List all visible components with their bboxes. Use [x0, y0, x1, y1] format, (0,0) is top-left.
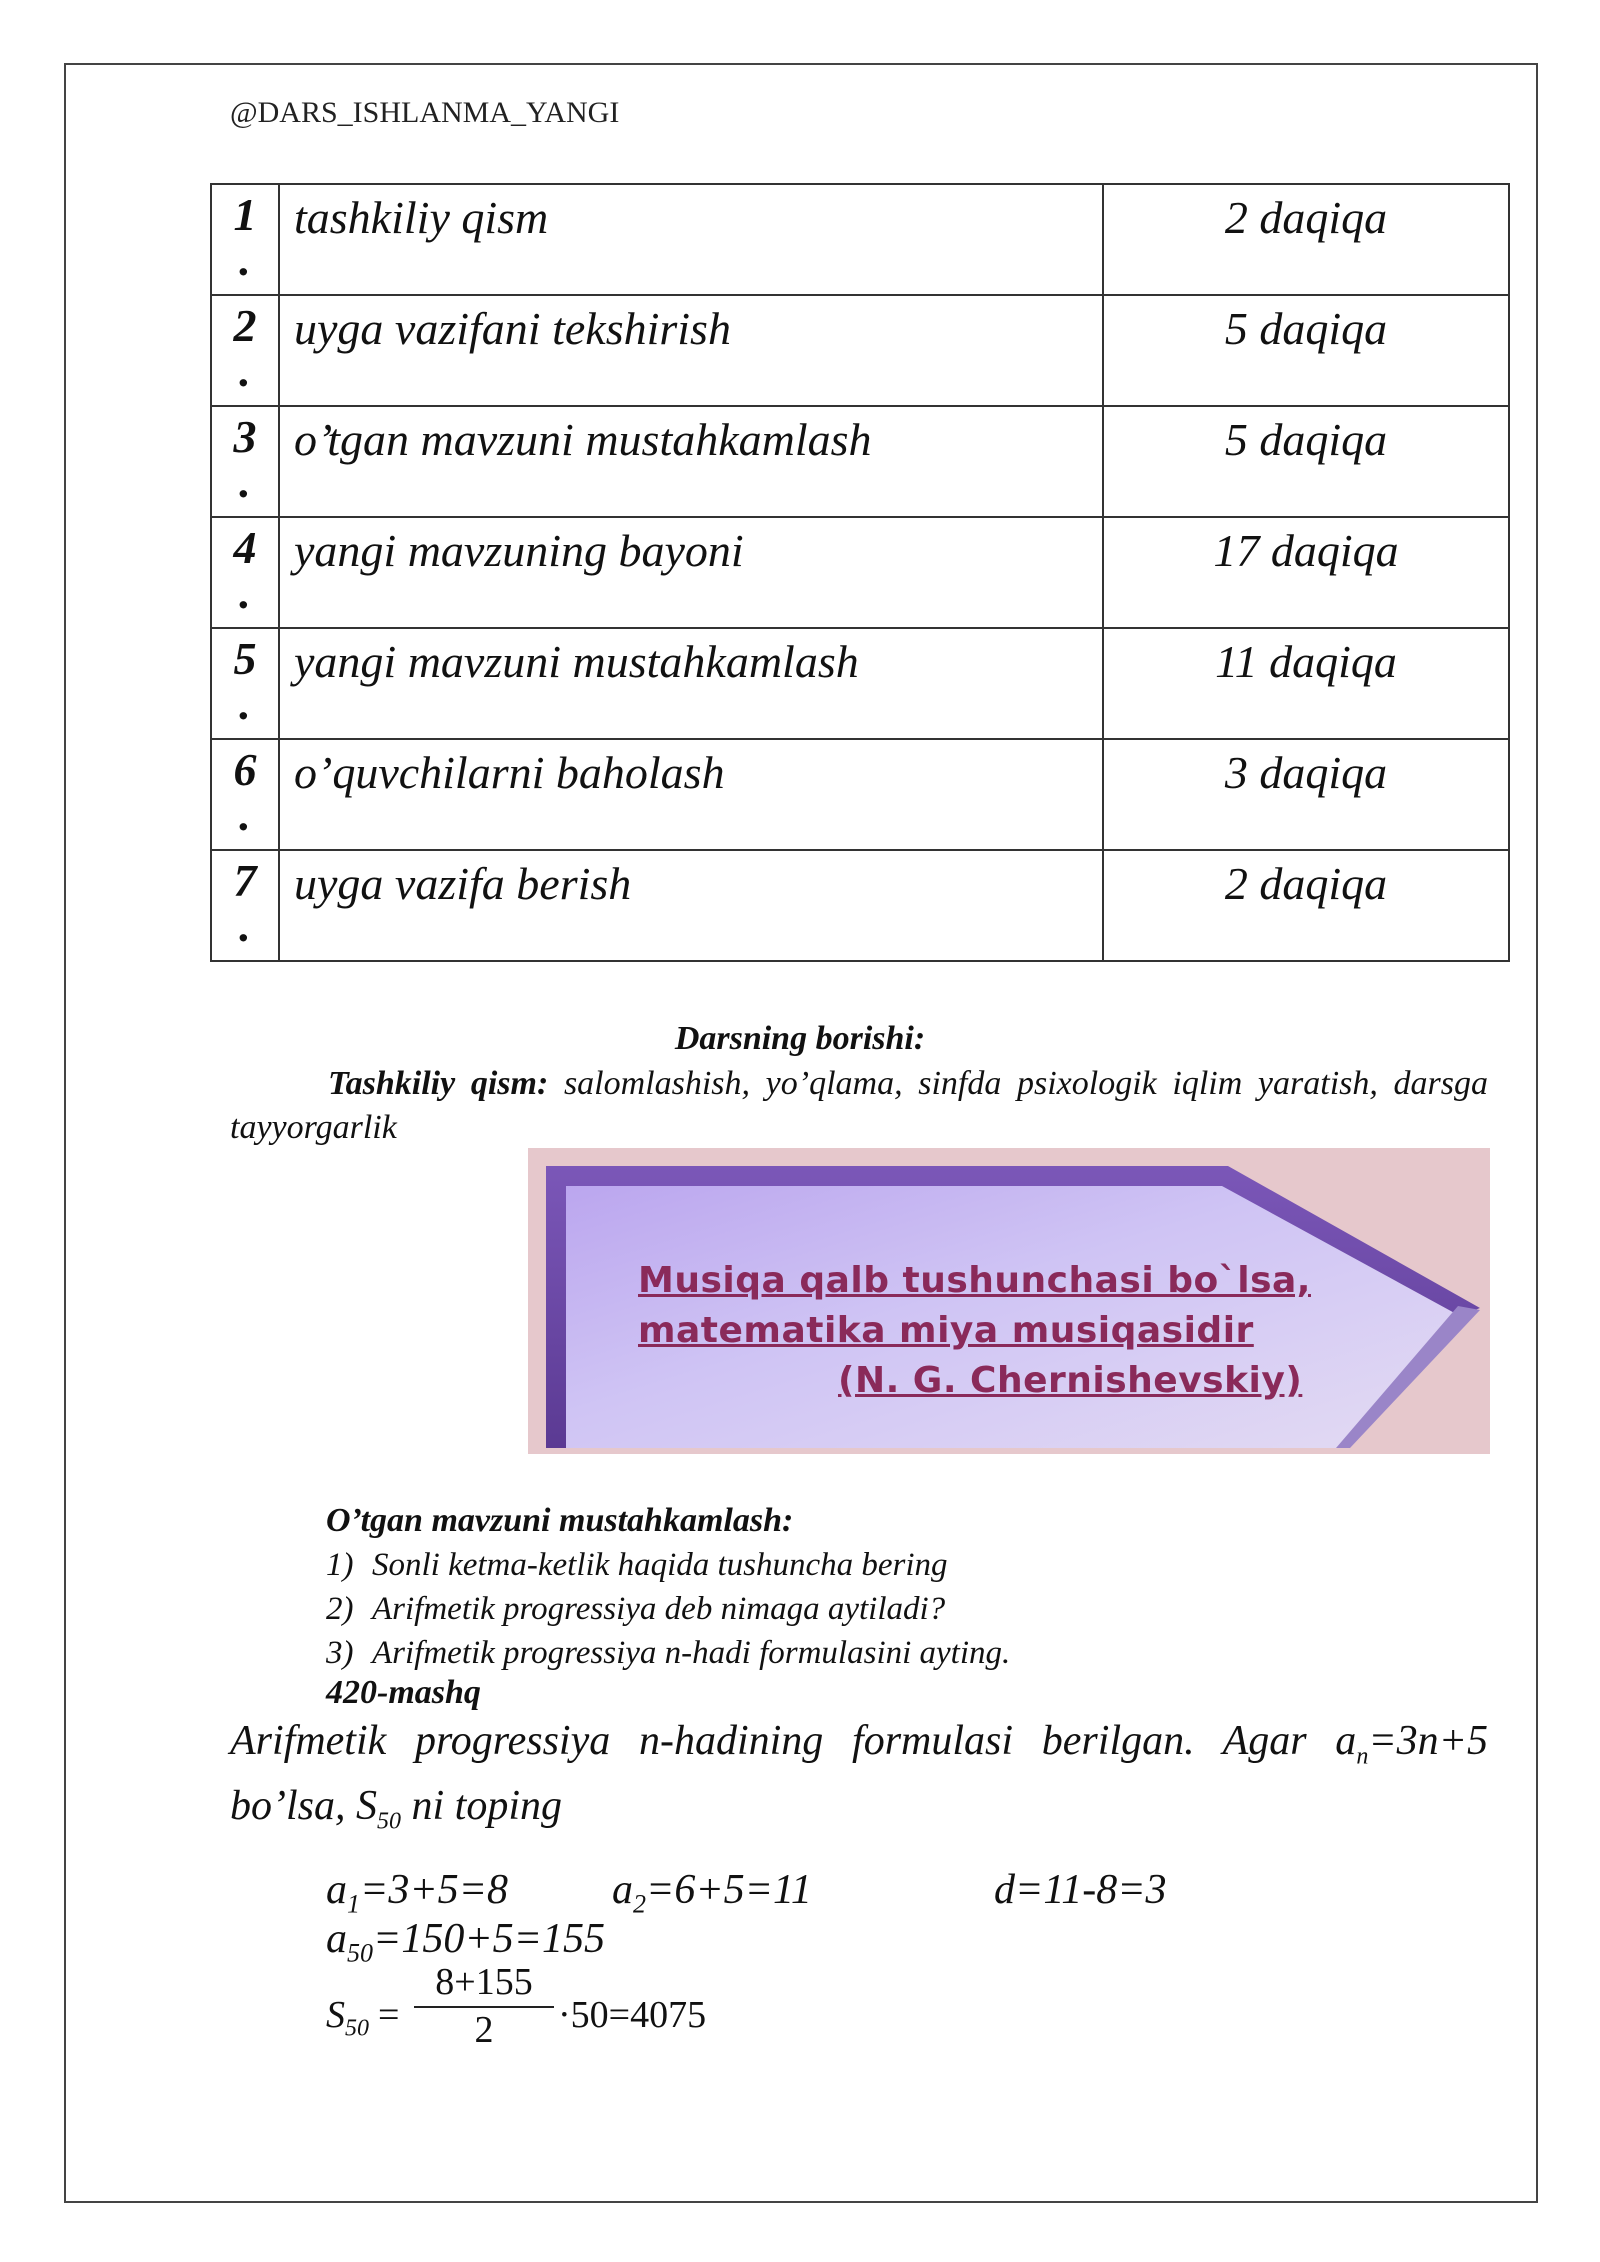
plan-row-activity: uyga vazifani tekshirish [279, 295, 1103, 406]
organizational-label: Tashkiliy qism: [328, 1065, 549, 1102]
plan-row-number: 2 . [211, 295, 279, 406]
sum-symbol: $S_{50}$ [326, 1994, 369, 2042]
plan-row-number: 7 . [211, 850, 279, 961]
plan-row-duration: 2 daqiqa [1103, 850, 1509, 961]
review-questions [326, 1543, 1010, 1675]
calc-d: d=11-8=3 [994, 1867, 1167, 1913]
question-item: 1) Sonli ketma-ketlik haqida tushuncha bering [326, 1547, 948, 1583]
lesson-flow-title: Darsning borishi: [674, 1020, 926, 1057]
plan-row-number: 5 . [211, 628, 279, 739]
plan-row-duration: 11 daqiqa [1103, 628, 1509, 739]
quote-line-2: matematika miya musiqasidir [638, 1310, 1254, 1351]
lesson-plan-table [210, 183, 1510, 962]
plan-row-activity: yangi mavzuni mustahkamlash [279, 628, 1103, 739]
calc-a1: $a_1=3+5=8$ [326, 1867, 509, 1919]
plan-row [211, 517, 1509, 628]
plan-row [211, 295, 1509, 406]
plan-row-activity: uyga vazifa berish [279, 850, 1103, 961]
sum-fraction: $\frac{8+155}{2}$ [414, 1960, 554, 2052]
plan-row-duration: 2 daqiqa [1103, 184, 1509, 295]
organizational-text: salomlashish, yo’qlama, sinfda psixologik iqlim yaratish, darsga tayyorgarlik [230, 1065, 1488, 1146]
plan-row-number: 4 . [211, 517, 279, 628]
organizational-paragraph [230, 1062, 1488, 1150]
exercise-problem: Arifmetik progressiya n-hadining formulasi berilgan. Agar $a_n=3n+5$ bo’lsa, $S_{50}$ ni toping [230, 1718, 1488, 1835]
quote-banner [528, 1148, 1490, 1454]
plan-row-number: 6 . [211, 739, 279, 850]
plan-row [211, 739, 1509, 850]
plan-row-number: 1 . [211, 184, 279, 295]
plan-row [211, 406, 1509, 517]
quote-text [638, 1256, 1311, 1406]
calc-a50: $a_{50}=150+5=155$ [326, 1916, 606, 1968]
plan-row-duration: 5 daqiqa [1103, 406, 1509, 517]
plan-row [211, 184, 1509, 295]
quote-line-1: Musiqa qalb tushunchasi bo`lsa, [638, 1260, 1311, 1301]
plan-row-duration: 17 daqiqa [1103, 517, 1509, 628]
plan-row-duration: 5 daqiqa [1103, 295, 1509, 406]
plan-row-activity: o’tgan mavzuni mustahkamlash [279, 406, 1103, 517]
calc-a2: $a_2=6+5=11$ [612, 1867, 812, 1919]
plan-row-activity: o’quvchilarni baholash [279, 739, 1103, 850]
exercise-title: 420-mashq [326, 1674, 481, 1711]
plan-row [211, 628, 1509, 739]
question-item: 3) Arifmetik progressiya n-hadi formulasini ayting. [326, 1635, 1011, 1671]
channel-header: @DARS_ISHLANMA_YANGI [230, 96, 620, 129]
plan-row-activity: tashkiliy qism [279, 184, 1103, 295]
plan-row-duration: 3 daqiqa [1103, 739, 1509, 850]
plan-row-activity: yangi mavzuning bayoni [279, 517, 1103, 628]
plan-row-number: 3 . [211, 406, 279, 517]
quote-author: (N. G. Chernishevskiy) [838, 1360, 1303, 1401]
plan-row [211, 850, 1509, 961]
review-title: O’tgan mavzuni mustahkamlash: [326, 1502, 794, 1539]
question-item: 2) Arifmetik progressiya deb nimaga aytiladi? [326, 1591, 946, 1627]
